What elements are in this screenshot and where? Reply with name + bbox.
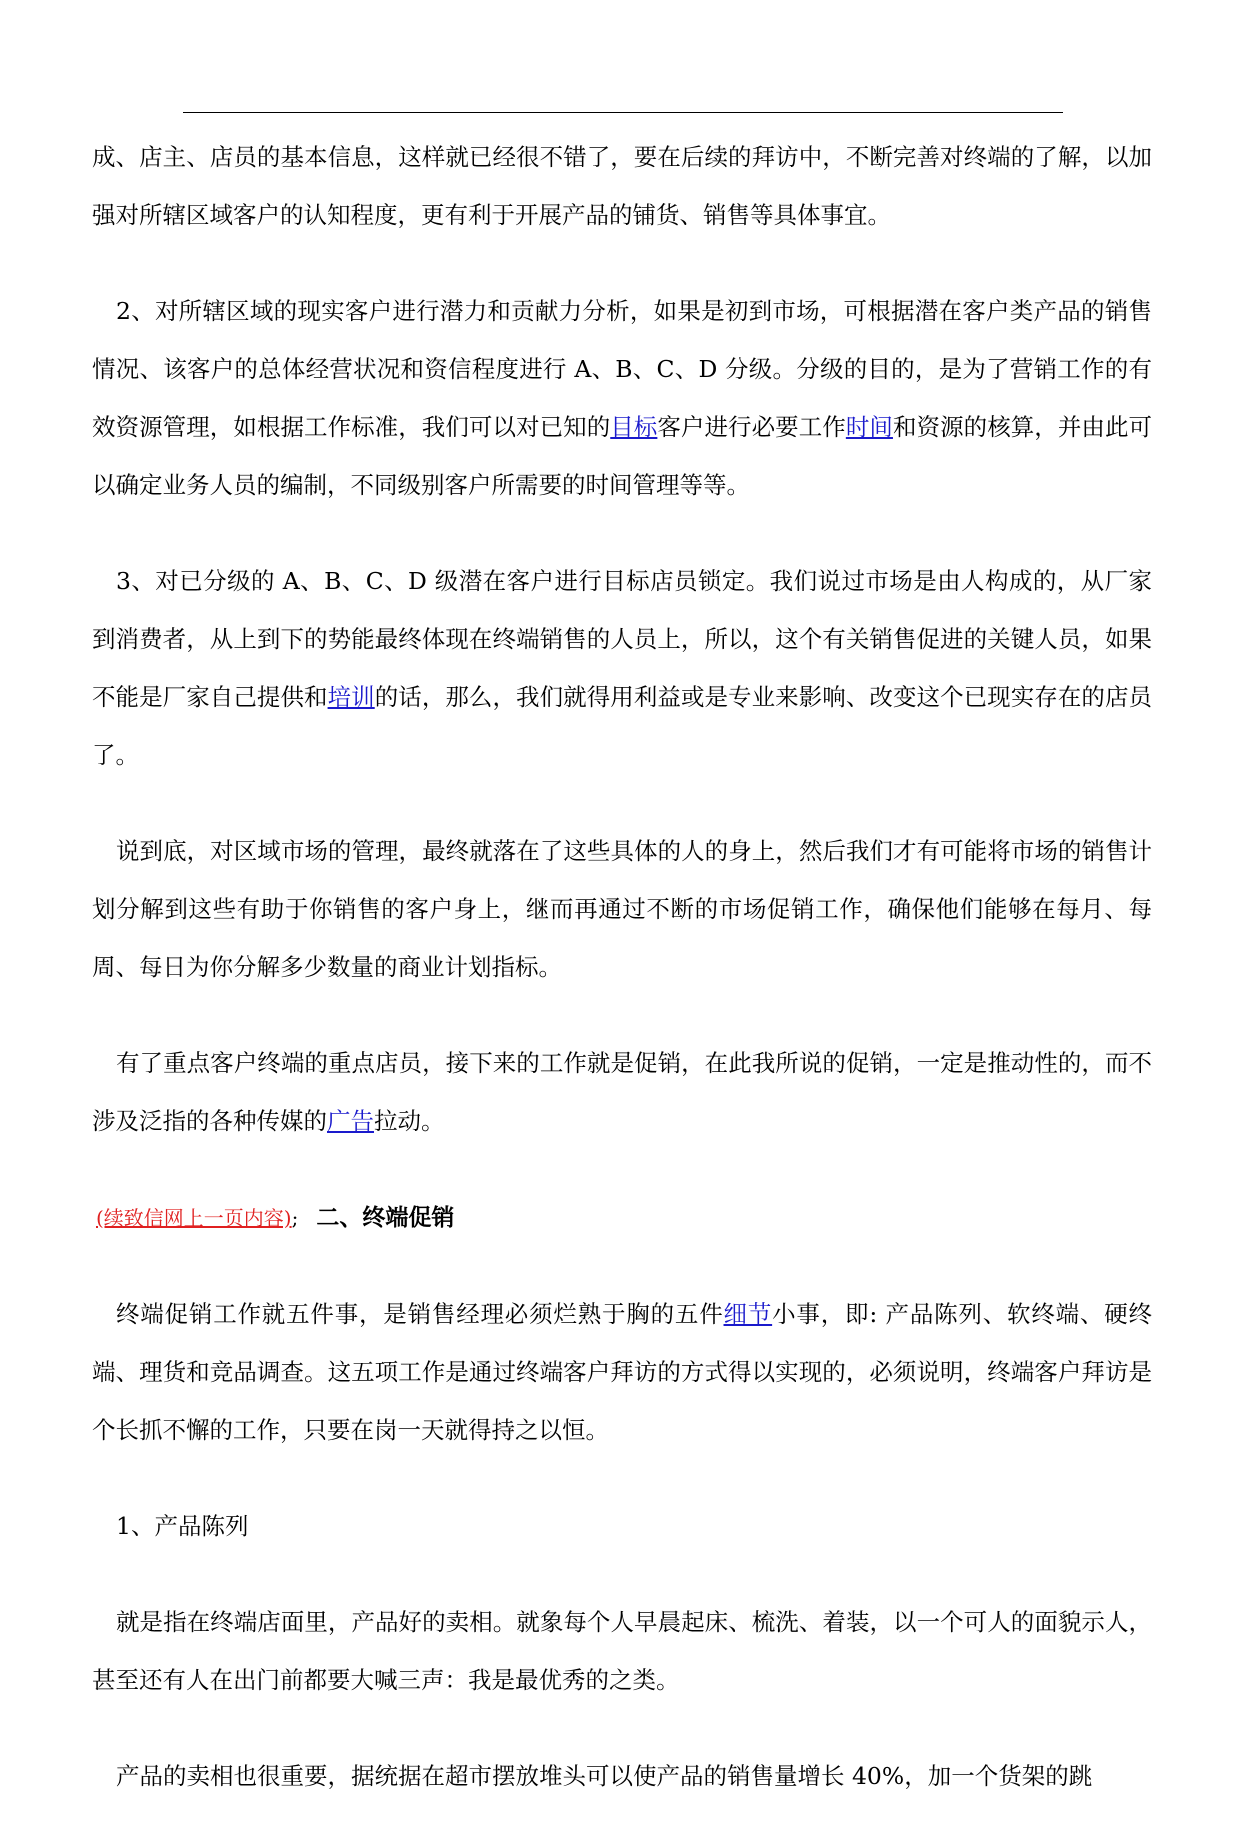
paragraph-text: 成、店主、店员的基本信息，这样就已经很不错了，要在后续的拜访中，不断完善对终端的了解，以加强对所辖区域客户的认知程度，更有利于开展产品的铺货、销售等具体事宜。 (92, 143, 1152, 229)
paragraph-item-3 (92, 552, 1152, 784)
link-training[interactable]: 培训 (327, 683, 375, 711)
paragraph-intro (92, 128, 1152, 244)
subheading-product-display (92, 1497, 1152, 1555)
paragraph-terminal-promotion (92, 1285, 1152, 1459)
paragraph-text: 产品的卖相也很重要，据统据在超市摆放堆头可以使产品的销售量增长 40%，加一个货架的跳 (116, 1762, 1093, 1790)
paragraph-text: 终端促销工作就五件事，是销售经理必须烂熟于胸的五件 (116, 1300, 724, 1328)
continued-separator: ; (291, 1206, 299, 1230)
subheading-text: 1、产品陈列 (116, 1512, 249, 1540)
paragraph-text: 说到底，对区域市场的管理，最终就落在了这些具体的人的身上，然后我们才有可能将市场的销售计划分解到这些有助于你销售的客户身上，继而再通过不断的市场促销工作，确保他们能够在每月、每周、每日为你分解多少数量的商业计划指标。 (92, 837, 1152, 981)
header-rule (183, 112, 1063, 113)
paragraph-display-importance (92, 1747, 1152, 1805)
link-time[interactable]: 时间 (845, 413, 893, 441)
link-details[interactable]: 细节 (723, 1300, 773, 1328)
section-title: 二、终端促销 (316, 1205, 455, 1231)
paragraph-item-2 (92, 282, 1152, 514)
paragraph-promotion (92, 1034, 1152, 1150)
link-advertising[interactable]: 广告 (327, 1107, 374, 1135)
link-target[interactable]: 目标 (610, 413, 658, 441)
paragraph-text: 的话，那么，我们就得用利益或是专业来影响、改变这个已现实存在的店员了。 (92, 683, 1153, 769)
paragraph-display-definition (92, 1593, 1152, 1709)
paragraph-text: 就是指在终端店面里，产品好的卖相。就象每个人早晨起床、梳洗、着装，以一个可人的面貌示人，甚至还有人在出门前都要大喊三声：我是最优秀的之类。 (92, 1608, 1152, 1694)
section-heading-line (92, 1188, 1152, 1247)
paragraph-text: 拉动。 (374, 1107, 445, 1135)
paragraph-summary (92, 822, 1152, 996)
continued-link[interactable]: (续致信网上一页内容) (96, 1206, 292, 1230)
paragraph-text: 客户进行必要工作 (657, 413, 846, 441)
document-body (92, 128, 1152, 1843)
paragraph-text: 和资源的核算，并由此可以确定业务人员的编制，不同级别客户所需要的时间管理等等。 (92, 413, 1153, 499)
paragraph-text: 有了重点客户终端的重点店员，接下来的工作就是促销，在此我所说的促销，一定是推动性的，而不涉及泛指的各种传媒的 (92, 1049, 1152, 1135)
paragraph-text: 2、对所辖区域的现实客户进行潜力和贡献力分析，如果是初到市场，可根据潜在客户类产品的销售情况、该客户的总体经营状况和资信程度进行 A、B、C、D 分级。分级的目的，是为了营销工作的有效资源管理，如根据工作标准，我们可以对已知的 (92, 297, 1152, 441)
paragraph-text: 小事，即: 产品陈列、软终端、硬终端、理货和竞品调查。这五项工作是通过终端客户拜访的方式得以实现的，必须说明，终端客户拜访是个长抓不懈的工作，只要在岗一天就得持之以恒。 (92, 1300, 1153, 1444)
paragraph-text: 3、对已分级的 A、B、C、D 级潜在客户进行目标店员锁定。我们说过市场是由人构成的，从厂家到消费者，从上到下的势能最终体现在终端销售的人员上，所以，这个有关销售促进的关键人员，如果不能是厂家自己提供和 (92, 567, 1152, 711)
